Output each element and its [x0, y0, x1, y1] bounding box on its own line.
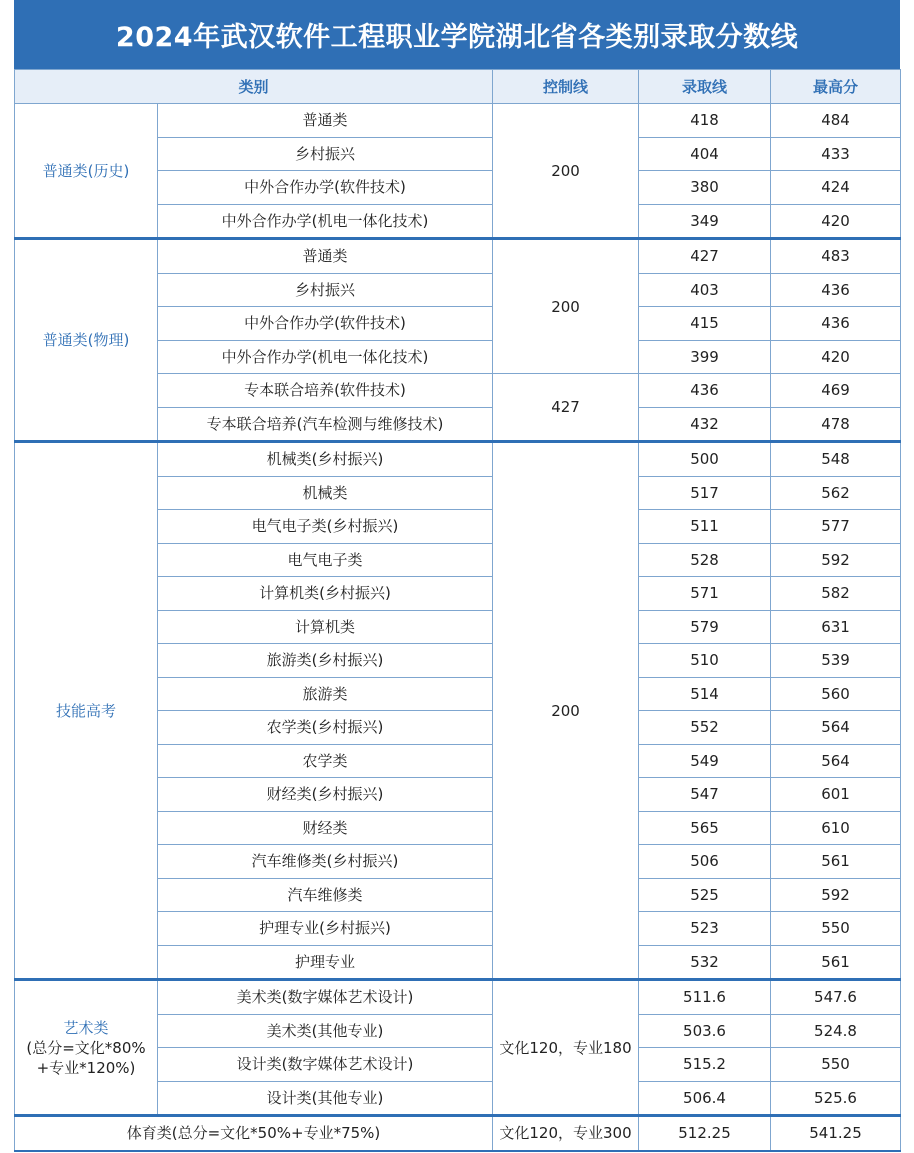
header-category: 类别 [15, 70, 493, 104]
highest-value: 420 [771, 340, 901, 374]
admission-value: 549 [639, 744, 771, 778]
admission-value: 532 [639, 945, 771, 980]
row-name: 普通类 [158, 239, 493, 274]
admission-value: 523 [639, 912, 771, 946]
highest-value: 420 [771, 204, 901, 239]
highest-value: 562 [771, 476, 901, 510]
row-name: 专本联合培养(汽车检测与维修技术) [158, 407, 493, 442]
control-line-value: 200 [493, 239, 639, 374]
control-line-value: 文化120，专业180 [493, 980, 639, 1116]
admission-value: 506.4 [639, 1081, 771, 1116]
row-name: 汽车维修类(乡村振兴) [158, 845, 493, 879]
control-line-value: 200 [493, 442, 639, 980]
highest-value: 560 [771, 677, 901, 711]
header-highest-score: 最高分 [771, 70, 901, 104]
control-line-value: 200 [493, 104, 639, 239]
row-name: 专本联合培养(软件技术) [158, 374, 493, 408]
highest-value: 582 [771, 577, 901, 611]
admission-value: 514 [639, 677, 771, 711]
row-name: 设计类(其他专业) [158, 1081, 493, 1116]
highest-value: 524.8 [771, 1014, 901, 1048]
highest-value: 564 [771, 711, 901, 745]
admission-value: 515.2 [639, 1048, 771, 1082]
highest-value: 548 [771, 442, 901, 477]
admission-value: 436 [639, 374, 771, 408]
row-name: 中外合作办学(机电一体化技术) [158, 340, 493, 374]
group-art [15, 980, 158, 1116]
admission-value: 510 [639, 644, 771, 678]
highest-value: 592 [771, 543, 901, 577]
row-name: 计算机类(乡村振兴) [158, 577, 493, 611]
admission-value: 511.6 [639, 980, 771, 1015]
row-name: 计算机类 [158, 610, 493, 644]
admission-value: 506 [639, 845, 771, 879]
admission-value: 503.6 [639, 1014, 771, 1048]
admission-value: 512.25 [639, 1116, 771, 1151]
highest-value: 577 [771, 510, 901, 544]
highest-value: 433 [771, 137, 901, 171]
admission-value: 547 [639, 778, 771, 812]
admission-value: 427 [639, 239, 771, 274]
highest-value: 547.6 [771, 980, 901, 1015]
highest-value: 592 [771, 878, 901, 912]
admission-value: 579 [639, 610, 771, 644]
admission-value: 552 [639, 711, 771, 745]
group-sports: 体育类(总分=文化*50%+专业*75%) [15, 1116, 493, 1151]
row-name: 中外合作办学(机电一体化技术) [158, 204, 493, 239]
admission-value: 380 [639, 171, 771, 205]
group-art-line3: +专业*120%) [36, 1058, 136, 1077]
row-name: 中外合作办学(软件技术) [158, 307, 493, 341]
control-line-value: 文化120，专业300 [493, 1116, 639, 1151]
admission-value: 511 [639, 510, 771, 544]
group-physics: 普通类(物理) [15, 239, 158, 442]
row-name: 电气电子类 [158, 543, 493, 577]
highest-value: 550 [771, 912, 901, 946]
admission-value: 403 [639, 273, 771, 307]
row-name: 财经类 [158, 811, 493, 845]
highest-value: 483 [771, 239, 901, 274]
row-name: 美术类(其他专业) [158, 1014, 493, 1048]
group-art-line2: (总分=文化*80% [26, 1038, 146, 1057]
row-name: 旅游类(乡村振兴) [158, 644, 493, 678]
admission-value: 349 [639, 204, 771, 239]
header-control-line: 控制线 [493, 70, 639, 104]
admission-value: 500 [639, 442, 771, 477]
row-name: 机械类(乡村振兴) [158, 442, 493, 477]
table-row [15, 442, 901, 477]
admission-value: 399 [639, 340, 771, 374]
table-row [15, 980, 901, 1015]
highest-value: 541.25 [771, 1116, 901, 1151]
admission-value: 565 [639, 811, 771, 845]
admission-value: 525 [639, 878, 771, 912]
admission-value: 517 [639, 476, 771, 510]
row-name: 汽车维修类 [158, 878, 493, 912]
highest-value: 631 [771, 610, 901, 644]
admission-score-table [14, 69, 901, 1152]
highest-value: 469 [771, 374, 901, 408]
admission-value: 571 [639, 577, 771, 611]
highest-value: 550 [771, 1048, 901, 1082]
row-name: 普通类 [158, 104, 493, 138]
page-title: 2024年武汉软件工程职业学院湖北省各类别录取分数线 [14, 0, 900, 69]
row-name: 乡村振兴 [158, 273, 493, 307]
highest-value: 564 [771, 744, 901, 778]
control-line-value: 427 [493, 374, 639, 442]
row-name: 美术类(数字媒体艺术设计) [158, 980, 493, 1015]
table-row [15, 104, 901, 138]
row-name: 电气电子类(乡村振兴) [158, 510, 493, 544]
admission-value: 404 [639, 137, 771, 171]
highest-value: 484 [771, 104, 901, 138]
row-name: 护理专业(乡村振兴) [158, 912, 493, 946]
admission-value: 528 [639, 543, 771, 577]
highest-value: 539 [771, 644, 901, 678]
highest-value: 610 [771, 811, 901, 845]
highest-value: 436 [771, 273, 901, 307]
admission-value: 418 [639, 104, 771, 138]
group-skills: 技能高考 [15, 442, 158, 980]
row-name: 中外合作办学(软件技术) [158, 171, 493, 205]
admission-value: 415 [639, 307, 771, 341]
admission-value: 432 [639, 407, 771, 442]
row-name: 农学类 [158, 744, 493, 778]
header-admission-line: 录取线 [639, 70, 771, 104]
row-name: 农学类(乡村振兴) [158, 711, 493, 745]
row-name: 财经类(乡村振兴) [158, 778, 493, 812]
highest-value: 525.6 [771, 1081, 901, 1116]
highest-value: 436 [771, 307, 901, 341]
row-name: 旅游类 [158, 677, 493, 711]
row-name: 机械类 [158, 476, 493, 510]
row-name: 乡村振兴 [158, 137, 493, 171]
row-name: 护理专业 [158, 945, 493, 980]
table-row [15, 1116, 901, 1151]
group-history: 普通类(历史) [15, 104, 158, 239]
row-name: 设计类(数字媒体艺术设计) [158, 1048, 493, 1082]
highest-value: 478 [771, 407, 901, 442]
table-row [15, 239, 901, 274]
group-art-line1: 艺术类 [63, 1018, 109, 1037]
highest-value: 561 [771, 845, 901, 879]
table-header-row [15, 70, 901, 104]
highest-value: 561 [771, 945, 901, 980]
highest-value: 601 [771, 778, 901, 812]
highest-value: 424 [771, 171, 901, 205]
